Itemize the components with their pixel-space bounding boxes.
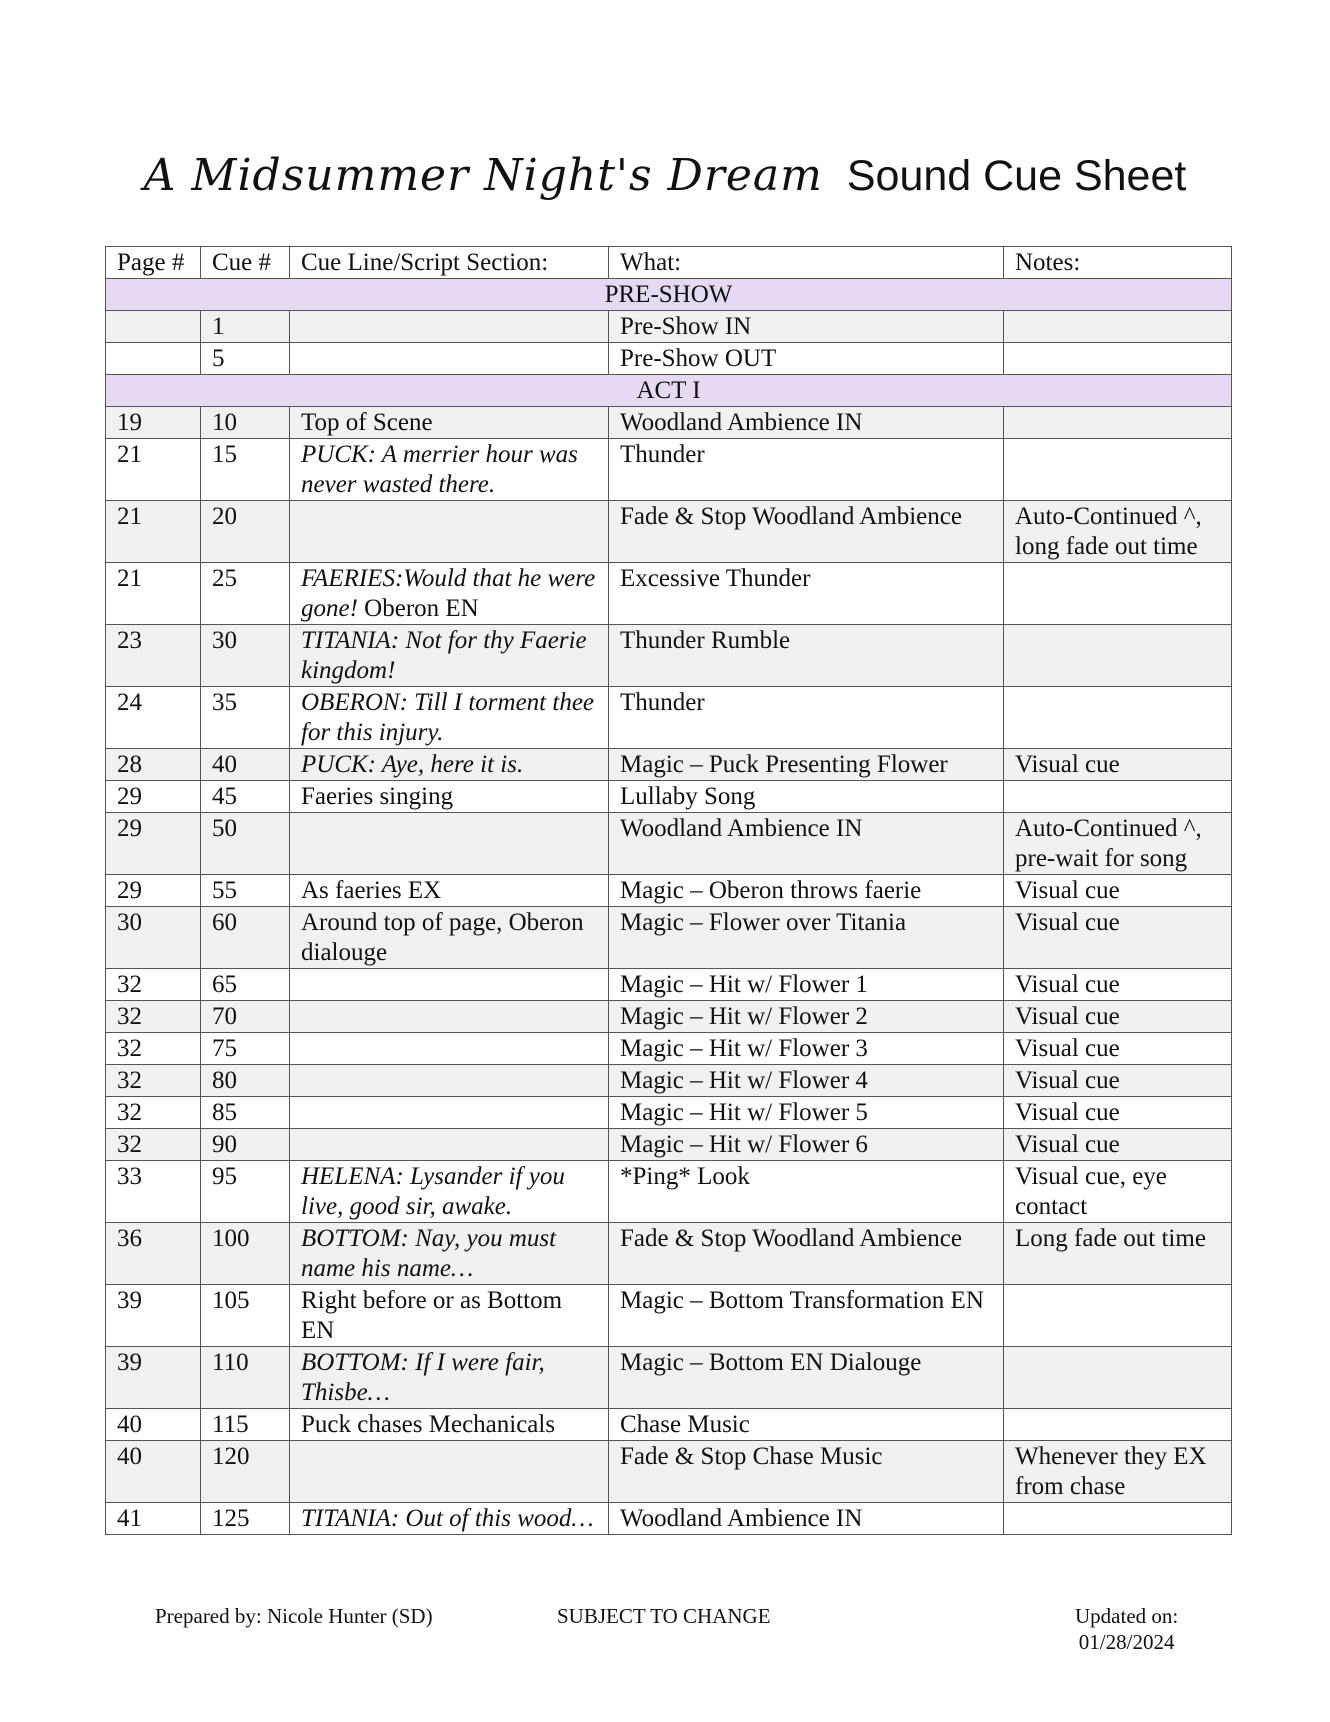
cell-cue: 5 [201,343,290,375]
cell-cue-line: TITANIA: Not for thy Faerie kingdom! [290,625,609,687]
title-main: Sound Cue Sheet [846,152,1187,200]
cell-cue: 60 [201,907,290,969]
table-row [106,439,1232,501]
cell-notes: Visual cue [1004,875,1232,907]
cell-cue-line: Top of Scene [290,407,609,439]
cell-cue-line [290,563,609,625]
cell-cue: 125 [201,1503,290,1535]
table-row [106,781,1232,813]
table-row [106,907,1232,969]
cell-page: 19 [106,407,201,439]
cell-notes: Visual cue [1004,1065,1232,1097]
table-row [106,563,1232,625]
cell-cue: 65 [201,969,290,1001]
table-row [106,1161,1232,1223]
updated-on [1075,1603,1178,1655]
table-header-row [106,247,1232,279]
cell-cue-line: PUCK: Aye, here it is. [290,749,609,781]
table-row [106,875,1232,907]
cell-notes [1004,687,1232,749]
cell-cue: 50 [201,813,290,875]
cell-notes [1004,439,1232,501]
section-row [106,375,1232,407]
cell-page: 29 [106,781,201,813]
cell-cue: 105 [201,1285,290,1347]
cell-notes [1004,1347,1232,1409]
cell-notes: Auto-Continued ^, long fade out time [1004,501,1232,563]
updated-label: Updated on: [1075,1604,1179,1628]
cell-notes [1004,1409,1232,1441]
header-page: Page # [106,247,201,279]
cell-cue-line: HELENA: Lysander if you live, good sir, awake. [290,1161,609,1223]
cell-notes: Visual cue, eye contact [1004,1161,1232,1223]
cell-cue-line [290,1001,609,1033]
cell-cue: 80 [201,1065,290,1097]
cell-cue: 25 [201,563,290,625]
cell-notes: Visual cue [1004,1129,1232,1161]
table-row [106,969,1232,1001]
table-row [106,1129,1232,1161]
cell-cue: 120 [201,1441,290,1503]
table-row [106,687,1232,749]
cell-cue-line [290,311,609,343]
cell-page: 28 [106,749,201,781]
cell-notes: Visual cue [1004,907,1232,969]
cell-cue: 55 [201,875,290,907]
cell-what: Woodland Ambience IN [609,407,1004,439]
cell-notes: Visual cue [1004,749,1232,781]
cell-page: 40 [106,1441,201,1503]
cell-cue: 15 [201,439,290,501]
cell-page: 21 [106,563,201,625]
cell-what: Magic – Bottom EN Dialouge [609,1347,1004,1409]
cell-page: 39 [106,1285,201,1347]
cell-notes [1004,563,1232,625]
table-row [106,1441,1232,1503]
header-cue: Cue # [201,247,290,279]
cell-cue-line [290,969,609,1001]
cell-page: 23 [106,625,201,687]
cue-line-italic: FAERIES:Would that he were gone! [301,565,596,622]
table-row [106,1347,1232,1409]
cell-notes [1004,625,1232,687]
cell-what: Magic – Hit w/ Flower 3 [609,1033,1004,1065]
cell-notes: Visual cue [1004,1001,1232,1033]
cell-cue-line: TITANIA: Out of this wood… [290,1503,609,1535]
cell-cue-line: PUCK: A merrier hour was never wasted there. [290,439,609,501]
cell-page: 32 [106,1033,201,1065]
cell-cue: 95 [201,1161,290,1223]
cue-line-plain: Oberon EN [357,595,479,622]
cell-cue: 70 [201,1001,290,1033]
cell-page: 32 [106,1097,201,1129]
cell-what: Pre-Show IN [609,311,1004,343]
cell-what: Chase Music [609,1409,1004,1441]
table-row [106,813,1232,875]
cell-cue-line [290,1033,609,1065]
cell-cue-line: Right before or as Bottom EN [290,1285,609,1347]
updated-date: 01/28/2024 [1078,1630,1175,1654]
section-title: ACT I [106,375,1232,407]
sound-cue-table [105,246,1232,1535]
header-notes: Notes: [1004,247,1232,279]
cell-cue: 1 [201,311,290,343]
cell-page: 32 [106,1129,201,1161]
cell-what: Magic – Puck Presenting Flower [609,749,1004,781]
cell-notes [1004,311,1232,343]
table-row [106,1285,1232,1347]
cell-what: Excessive Thunder [609,563,1004,625]
cell-what: *Ping* Look [609,1161,1004,1223]
cell-cue-line: Around top of page, Oberon dialouge [290,907,609,969]
cell-what: Magic – Hit w/ Flower 1 [609,969,1004,1001]
cell-notes: Long fade out time [1004,1223,1232,1285]
cell-cue-line [290,1065,609,1097]
cell-page [106,311,201,343]
header-cue-line: Cue Line/Script Section: [290,247,609,279]
table-row [106,501,1232,563]
cell-notes [1004,343,1232,375]
cell-cue-line: Faeries singing [290,781,609,813]
cell-cue-line: BOTTOM: If I were fair, Thisbe… [290,1347,609,1409]
cell-what: Magic – Bottom Transformation EN [609,1285,1004,1347]
section-row [106,279,1232,311]
cell-what: Fade & Stop Woodland Ambience [609,1223,1004,1285]
cell-cue: 75 [201,1033,290,1065]
title-script: A Midsummer Night's Dream [143,150,823,201]
cell-cue: 20 [201,501,290,563]
cell-what: Woodland Ambience IN [609,1503,1004,1535]
cell-what: Magic – Flower over Titania [609,907,1004,969]
cell-what: Magic – Hit w/ Flower 5 [609,1097,1004,1129]
table-row [106,1409,1232,1441]
cell-notes [1004,1285,1232,1347]
prepared-by: Prepared by: Nicole Hunter (SD) [155,1604,433,1628]
cell-cue-line: As faeries EX [290,875,609,907]
cell-page: 21 [106,501,201,563]
table-row [106,1033,1232,1065]
cell-notes [1004,781,1232,813]
cell-page: 32 [106,969,201,1001]
table-row [106,1503,1232,1535]
cell-page: 41 [106,1503,201,1535]
cell-cue: 90 [201,1129,290,1161]
cell-what: Thunder Rumble [609,625,1004,687]
cell-page: 30 [106,907,201,969]
cell-cue-line [290,813,609,875]
cell-cue-line [290,343,609,375]
table-row [106,625,1232,687]
cell-page: 32 [106,1065,201,1097]
cell-cue: 115 [201,1409,290,1441]
table-row [106,1097,1232,1129]
table-row [106,749,1232,781]
cell-page [106,343,201,375]
cell-what: Magic – Hit w/ Flower 6 [609,1129,1004,1161]
cell-page: 29 [106,875,201,907]
cell-what: Magic – Hit w/ Flower 4 [609,1065,1004,1097]
cell-cue: 45 [201,781,290,813]
cell-page: 36 [106,1223,201,1285]
cell-page: 32 [106,1001,201,1033]
table-row [106,1001,1232,1033]
cell-what: Fade & Stop Woodland Ambience [609,501,1004,563]
cell-what: Magic – Oberon throws faerie [609,875,1004,907]
cell-what: Woodland Ambience IN [609,813,1004,875]
table-row [106,311,1232,343]
cell-cue-line: Puck chases Mechanicals [290,1409,609,1441]
cell-cue: 35 [201,687,290,749]
cell-notes [1004,407,1232,439]
cell-cue: 100 [201,1223,290,1285]
cell-page: 21 [106,439,201,501]
cell-page: 40 [106,1409,201,1441]
cell-what: Pre-Show OUT [609,343,1004,375]
table-row [106,407,1232,439]
cell-what: Thunder [609,687,1004,749]
cell-cue-line [290,1097,609,1129]
cell-cue-line [290,501,609,563]
cell-cue: 30 [201,625,290,687]
cell-what: Lullaby Song [609,781,1004,813]
subject-to-change: SUBJECT TO CHANGE [557,1604,771,1628]
cell-cue: 110 [201,1347,290,1409]
table-row [106,1065,1232,1097]
section-title: PRE-SHOW [106,279,1232,311]
cell-cue-line [290,1441,609,1503]
cell-notes [1004,1503,1232,1535]
cell-page: 29 [106,813,201,875]
cell-what: Magic – Hit w/ Flower 2 [609,1001,1004,1033]
cell-page: 24 [106,687,201,749]
cell-cue-line [290,1129,609,1161]
table-row [106,1223,1232,1285]
cell-notes: Whenever they EX from chase [1004,1441,1232,1503]
page-title [0,150,1330,201]
cell-notes: Auto-Continued ^, pre-wait for song [1004,813,1232,875]
cell-page: 33 [106,1161,201,1223]
header-what: What: [609,247,1004,279]
cell-notes: Visual cue [1004,1033,1232,1065]
cell-notes: Visual cue [1004,1097,1232,1129]
cell-cue: 10 [201,407,290,439]
cell-cue-line: OBERON: Till I torment thee for this injury. [290,687,609,749]
cell-what: Thunder [609,439,1004,501]
cell-cue-line: BOTTOM: Nay, you must name his name… [290,1223,609,1285]
cell-page: 39 [106,1347,201,1409]
cell-cue: 40 [201,749,290,781]
table-row [106,343,1232,375]
cell-what: Fade & Stop Chase Music [609,1441,1004,1503]
cell-cue: 85 [201,1097,290,1129]
cell-notes: Visual cue [1004,969,1232,1001]
